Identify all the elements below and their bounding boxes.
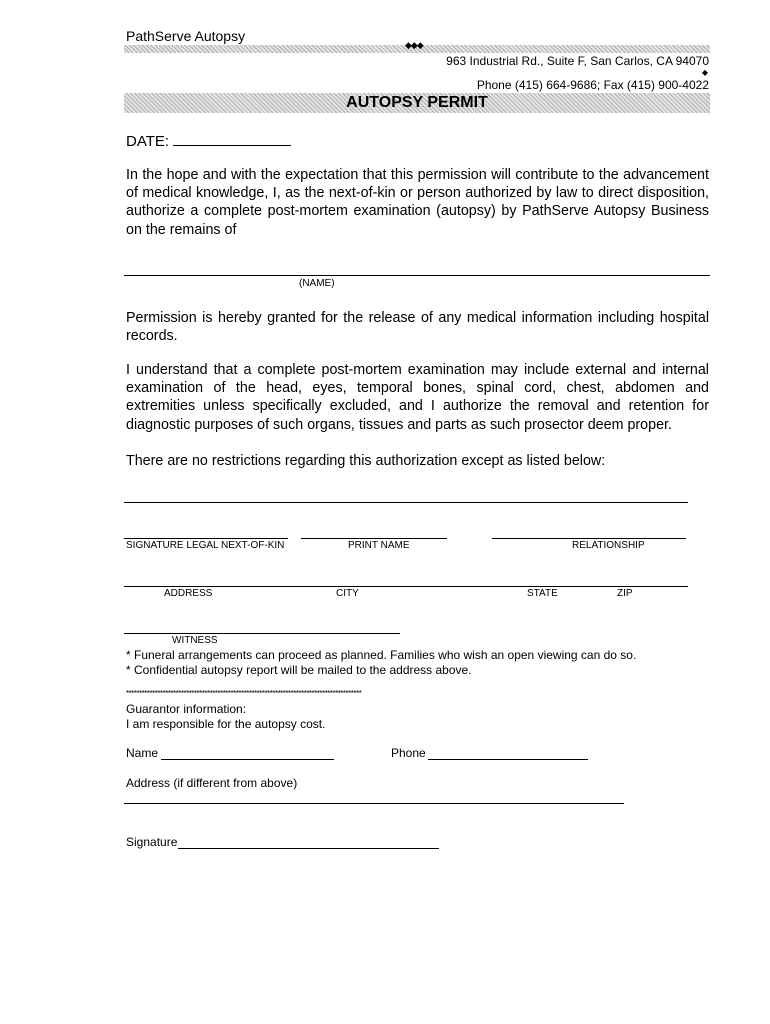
guarantor-address-label: Address (if different from above) — [126, 776, 298, 790]
restrictions-paragraph: There are no restrictions regarding this authorization except as listed below: — [126, 453, 606, 469]
relationship-caption: RELATIONSHIP — [572, 540, 645, 551]
release-paragraph: Permission is hereby granted for the release of any medical information including hospital records. — [126, 310, 709, 345]
deceased-name-field[interactable] — [124, 275, 710, 276]
guarantor-address-field[interactable] — [124, 803, 624, 804]
consent-paragraph: In the hope and with the expectation that this permission will contribute to the advancement of medical knowledge, I, as the next-of-kin or person authorized by law to direct disposition, authorize a complete post-mortem examination (autopsy) by PathServe Autopsy Business on the remains of — [126, 167, 709, 238]
date-label: DATE: — [126, 133, 170, 150]
witness-caption: WITNESS — [172, 635, 218, 646]
relationship-field[interactable] — [492, 538, 686, 539]
guarantor-name-label: Name — [126, 746, 159, 760]
witness-field[interactable] — [124, 633, 400, 634]
print-name-field[interactable] — [301, 538, 447, 539]
company-phone-fax: Phone (415) 664-9686; Fax (415) 900-4022 — [476, 78, 709, 92]
date-row — [126, 132, 291, 150]
signature-field[interactable] — [124, 538, 288, 539]
guarantor-signature-field[interactable] — [178, 848, 439, 849]
name-caption: (NAME) — [299, 278, 335, 289]
signature-caption: SIGNATURE LEGAL NEXT-OF-KIN — [126, 540, 285, 551]
note-report: * Confidential autopsy report will be mailed to the address above. — [126, 663, 472, 677]
guarantor-name-field[interactable] — [161, 759, 334, 760]
address-caption: ADDRESS — [164, 588, 213, 599]
star-divider: ****************************************************************************************** — [126, 689, 362, 698]
company-address: 963 Industrial Rd., Suite F, San Carlos, CA 94070 — [446, 54, 709, 68]
date-field[interactable] — [173, 132, 291, 146]
restrictions-field[interactable] — [124, 502, 688, 503]
guarantor-statement: I am responsible for the autopsy cost. — [126, 717, 326, 731]
note-funeral: * Funeral arrangements can proceed as planned. Families who wish an open viewing can do so. — [126, 648, 637, 662]
diamond-icon: ◆ — [701, 68, 708, 77]
guarantor-phone-label: Phone — [391, 746, 426, 760]
guarantor-heading: Guarantor information: — [126, 702, 247, 716]
zip-caption: ZIP — [617, 588, 633, 599]
state-caption: STATE — [527, 588, 558, 599]
diamond-ornament: ◆◆◆ — [405, 40, 423, 50]
city-caption: CITY — [336, 588, 359, 599]
page-title: AUTOPSY PERMIT — [346, 94, 488, 111]
address-field[interactable] — [124, 586, 688, 587]
guarantor-phone-field[interactable] — [428, 759, 588, 760]
print-name-caption: PRINT NAME — [348, 540, 410, 551]
examination-paragraph: I understand that a complete post-mortem examination may include external and internal examination of the head, eyes, temporal bones, spinal cord, chest, abdomen and extremities unless specifically excluded, and I authorize the removal and retention for diagnostic purposes of such organs, tissues and parts as such prosector deem proper. — [126, 362, 709, 433]
company-name: PathServe Autopsy — [126, 28, 246, 44]
guarantor-signature-label: Signature — [126, 835, 178, 849]
